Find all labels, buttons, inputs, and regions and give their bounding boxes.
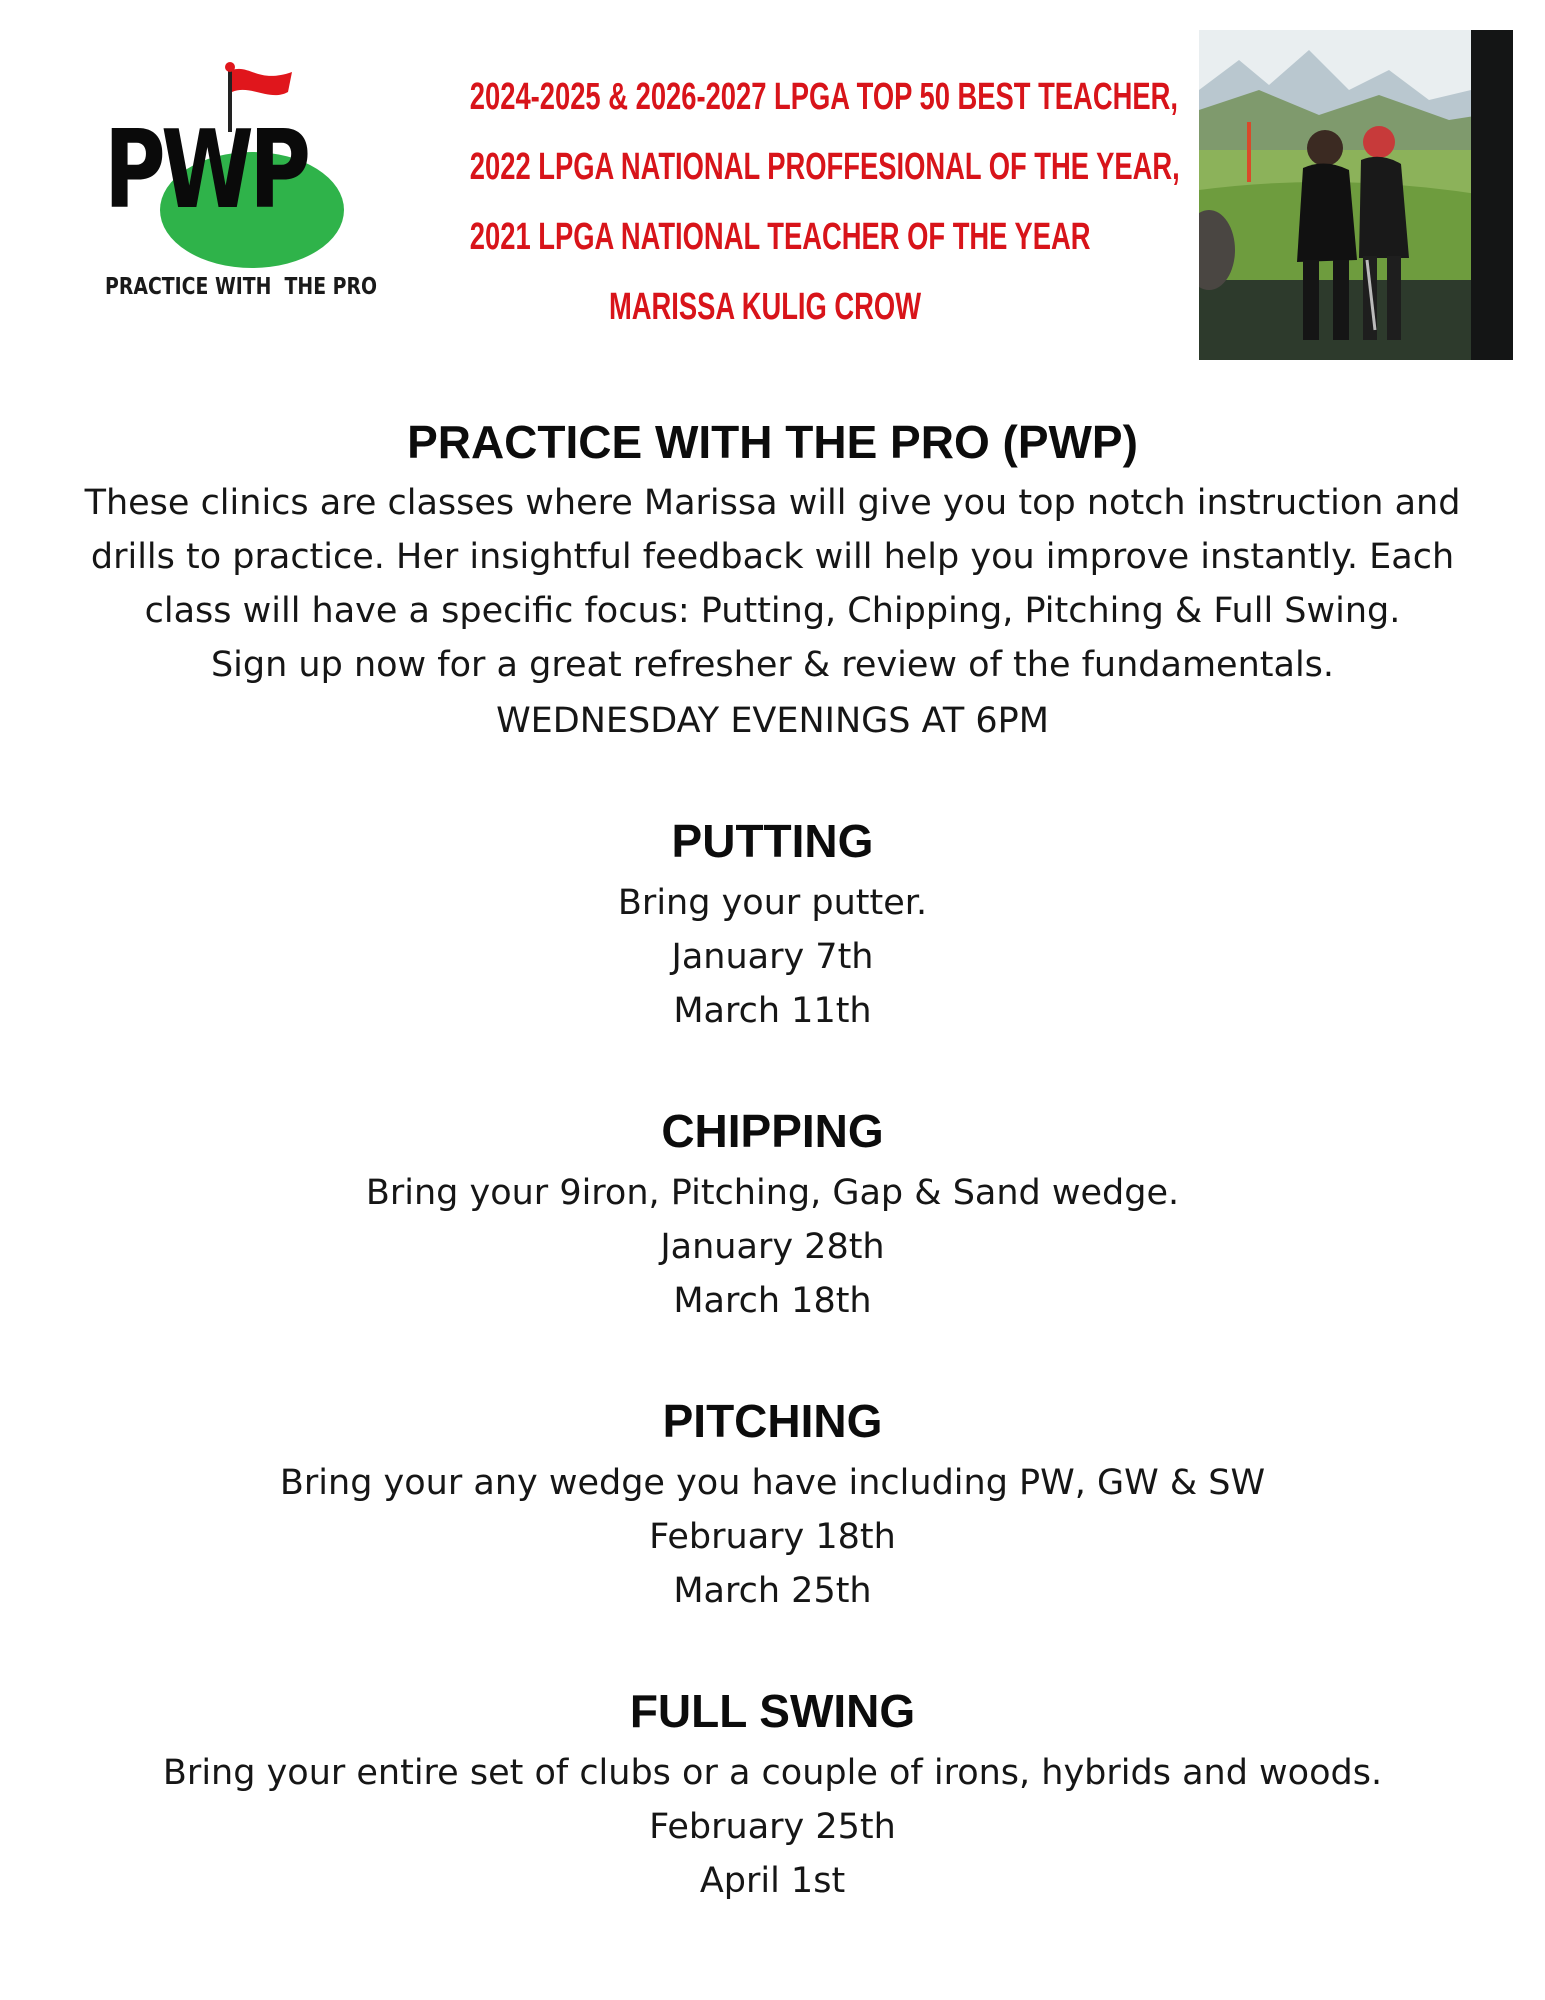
class-date: January 7th xyxy=(671,937,874,977)
section-pitching xyxy=(60,1386,1485,1618)
honor-line: 2024-2025 & 2026-2027 LPGA TOP 50 BEST TEACHER, xyxy=(469,76,1178,118)
class-date: February 25th xyxy=(649,1807,896,1847)
equipment-note: Bring your any wedge you have including PW, GW & SW xyxy=(279,1463,1266,1503)
honors-block xyxy=(355,62,1180,342)
lesson-photo xyxy=(1199,30,1513,360)
section-chipping xyxy=(60,1096,1485,1328)
class-date: March 11th xyxy=(673,991,872,1031)
class-date: March 18th xyxy=(673,1281,872,1321)
intro-line: drills to practice. Her insightful feedback will help you improve instantly. Each xyxy=(90,537,1455,577)
intro-line: These clinics are classes where Marissa will give you top notch instruction and xyxy=(84,483,1461,523)
section-putting xyxy=(60,806,1485,1038)
intro-line: class will have a specific focus: Putting, Chipping, Pitching & Full Swing. xyxy=(144,591,1401,631)
honor-line: 2021 LPGA NATIONAL TEACHER OF THE YEAR xyxy=(469,216,1091,258)
section-full-swing xyxy=(60,1676,1485,1908)
equipment-note: Bring your putter. xyxy=(617,883,928,923)
red-flag-icon xyxy=(232,69,292,95)
equipment-note: Bring your entire set of clubs or a couple of irons, hybrids and woods. xyxy=(162,1753,1383,1793)
equipment-note: Bring your 9iron, Pitching, Gap & Sand wedge. xyxy=(365,1173,1180,1213)
class-date: February 18th xyxy=(649,1517,896,1557)
class-date: April 1st xyxy=(699,1861,846,1901)
logo-tagline: PRACTICE WITH THE PRO xyxy=(105,274,378,300)
class-date: January 28th xyxy=(660,1227,885,1267)
page-title: PRACTICE WITH THE PRO (PWP) xyxy=(407,416,1138,468)
intro-paragraph xyxy=(60,476,1485,748)
class-date: March 25th xyxy=(673,1571,872,1611)
section-title: PUTTING xyxy=(671,815,874,867)
pwp-logo xyxy=(100,62,378,307)
logo-wordmark: PWP xyxy=(104,108,307,233)
instructor-name: MARISSA KULIG CROW xyxy=(608,286,922,328)
intro-line: Sign up now for a great refresher & review of the fundamentals. xyxy=(210,645,1335,685)
schedule-note: WEDNESDAY EVENINGS AT 6PM xyxy=(496,701,1049,741)
honor-line: 2022 LPGA NATIONAL PROFFESIONAL OF THE YEAR, xyxy=(469,146,1180,188)
section-title: FULL SWING xyxy=(629,1685,916,1737)
simulator-photo-illustration xyxy=(1199,30,1513,360)
section-title: PITCHING xyxy=(662,1395,883,1447)
section-title: CHIPPING xyxy=(661,1105,884,1157)
main-content xyxy=(60,408,1485,1908)
